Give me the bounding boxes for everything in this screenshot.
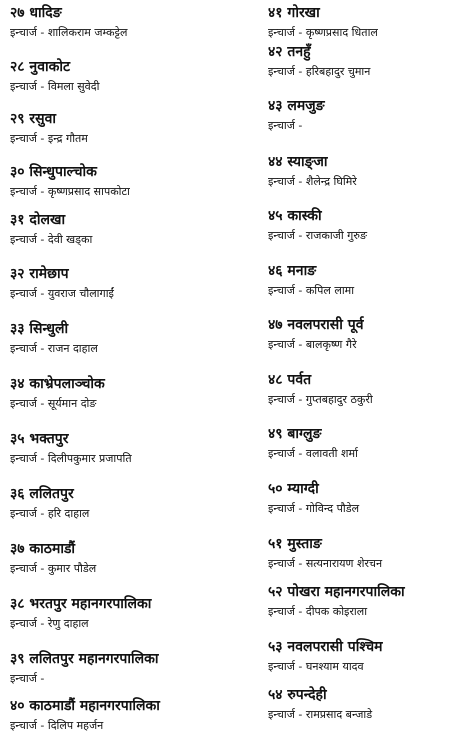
list-item — [268, 638, 452, 675]
district-title: ३१ दोलखा — [10, 212, 66, 228]
list-item — [268, 686, 452, 723]
district-title: ४६ मनाङ — [268, 263, 317, 279]
incharge-line: इन्चार्ज - सत्यनारायण शेरचन — [268, 557, 383, 570]
list-item — [268, 371, 452, 408]
incharge-line: इन्चार्ज - देवी खड्का — [10, 233, 93, 246]
district-title: ४५ कास्की — [268, 208, 322, 224]
incharge-line: इन्चार्ज - विमला सुवेदी — [10, 80, 100, 93]
district-title: २९ रसुवा — [10, 111, 57, 127]
incharge-line: इन्चार्ज - शालिकराम जम्कट्टेल — [10, 26, 128, 39]
district-title: ३५ भक्तपुर — [10, 431, 69, 447]
incharge-line: इन्चार्ज - दिलिप महर्जन — [10, 719, 104, 732]
district-title: २७ धादिङ — [10, 5, 62, 21]
incharge-line: इन्चार्ज - कृष्णप्रसाद सापकोटा — [10, 185, 130, 198]
incharge-line: इन्चार्ज - दीपक कोइराला — [268, 605, 368, 618]
incharge-line: इन्चार्ज - शैलेन्द्र घिमिरे — [268, 175, 357, 188]
list-item — [10, 485, 240, 522]
incharge-line: इन्चार्ज - राजकाजी गुरुङ — [268, 229, 367, 242]
incharge-line: इन्चार्ज - कुमार पौडेल — [10, 562, 97, 575]
district-title: ३८ भरतपुर महानगरपालिका — [10, 596, 152, 612]
district-title: ४० काठमाडौं महानगरपालिका — [10, 698, 160, 714]
incharge-line: इन्चार्ज - हरिबहादुर चुमान — [268, 65, 371, 78]
list-item — [10, 375, 240, 412]
incharge-line: इन्चार्ज - — [10, 672, 45, 685]
list-item — [10, 163, 240, 200]
incharge-line: इन्चार्ज - सूर्यमान दोङ — [10, 397, 97, 410]
incharge-line: इन्चार्ज - बालकृष्ण गैरे — [268, 338, 357, 351]
incharge-line: इन्चार्ज - राजन दाहाल — [10, 342, 98, 355]
list-item — [268, 583, 452, 620]
incharge-line: इन्चार्ज - गुप्तबहादुर ठकुरी — [268, 393, 373, 406]
district-title: ३४ काभ्रेपलाञ्चोक — [10, 376, 105, 392]
list-item — [268, 425, 452, 462]
list-item — [10, 540, 240, 577]
list-item — [10, 595, 240, 632]
district-title: ४२ तनहुँ — [268, 44, 311, 60]
list-item — [10, 110, 240, 147]
list-item — [10, 4, 240, 41]
list-item — [10, 650, 240, 687]
list-item — [10, 211, 240, 248]
list-item — [268, 153, 452, 190]
district-title: ४८ पर्वत — [268, 372, 312, 388]
district-title: ५४ रुपन्देही — [268, 687, 327, 703]
incharge-line: इन्चार्ज - रामप्रसाद बन्जाडे — [268, 708, 373, 721]
list-item — [10, 265, 240, 302]
district-title: ५२ पोखरा महानगरपालिका — [268, 584, 405, 600]
list-item — [10, 430, 240, 467]
district-title: ४१ गोरखा — [268, 5, 320, 21]
list-item — [10, 697, 240, 734]
district-title: ५३ नवलपरासी पश्चिम — [268, 639, 383, 655]
district-title: ३९ ललितपुर महानगरपालिका — [10, 651, 159, 667]
district-title: ४७ नवलपरासी पूर्व — [268, 317, 364, 333]
list-item — [268, 262, 452, 299]
list-item — [268, 480, 452, 517]
incharge-line: इन्चार्ज - घनश्याम यादव — [268, 660, 364, 673]
list-item — [268, 316, 452, 353]
incharge-line: इन्चार्ज - — [268, 119, 303, 132]
list-item — [268, 207, 452, 244]
list-item — [268, 535, 452, 572]
district-title: ४४ स्याङ्जा — [268, 154, 328, 170]
incharge-line: इन्चार्ज - युवराज चौलागाईं — [10, 287, 114, 300]
list-item — [268, 97, 452, 134]
district-title: ३० सिन्धुपाल्चोक — [10, 164, 97, 180]
district-title: ५१ मुस्ताङ — [268, 536, 322, 552]
district-title: ३६ ललितपुर — [10, 486, 74, 502]
incharge-line: इन्चार्ज - इन्द्र गौतम — [10, 132, 88, 145]
incharge-line: इन्चार्ज - कृष्णप्रसाद धिताल — [268, 26, 378, 39]
district-title: ५० म्याग्दी — [268, 481, 319, 497]
district-title: २८ नुवाकोट — [10, 59, 71, 75]
district-title: ३२ रामेछाप — [10, 266, 69, 282]
incharge-line: इन्चार्ज - वलावती शर्मा — [268, 447, 358, 460]
incharge-line: इन्चार्ज - हरि दाहाल — [10, 507, 90, 520]
district-title: ४३ लमजुङ — [268, 98, 325, 114]
district-title: ४९ बाग्लुङ — [268, 426, 322, 442]
list-item — [10, 320, 240, 357]
list-item — [10, 58, 240, 95]
incharge-line: इन्चार्ज - गोविन्द पौडेल — [268, 502, 360, 515]
list-item — [268, 43, 452, 80]
list-item — [268, 4, 452, 41]
incharge-line: इन्चार्ज - दिलीपकुमार प्रजापति — [10, 452, 132, 465]
incharge-line: इन्चार्ज - कपिल लामा — [268, 284, 355, 297]
district-title: ३७ काठमाडौं — [10, 541, 76, 557]
district-title: ३३ सिन्धुली — [10, 321, 69, 337]
incharge-line: इन्चार्ज - रेणु दाहाल — [10, 617, 89, 630]
